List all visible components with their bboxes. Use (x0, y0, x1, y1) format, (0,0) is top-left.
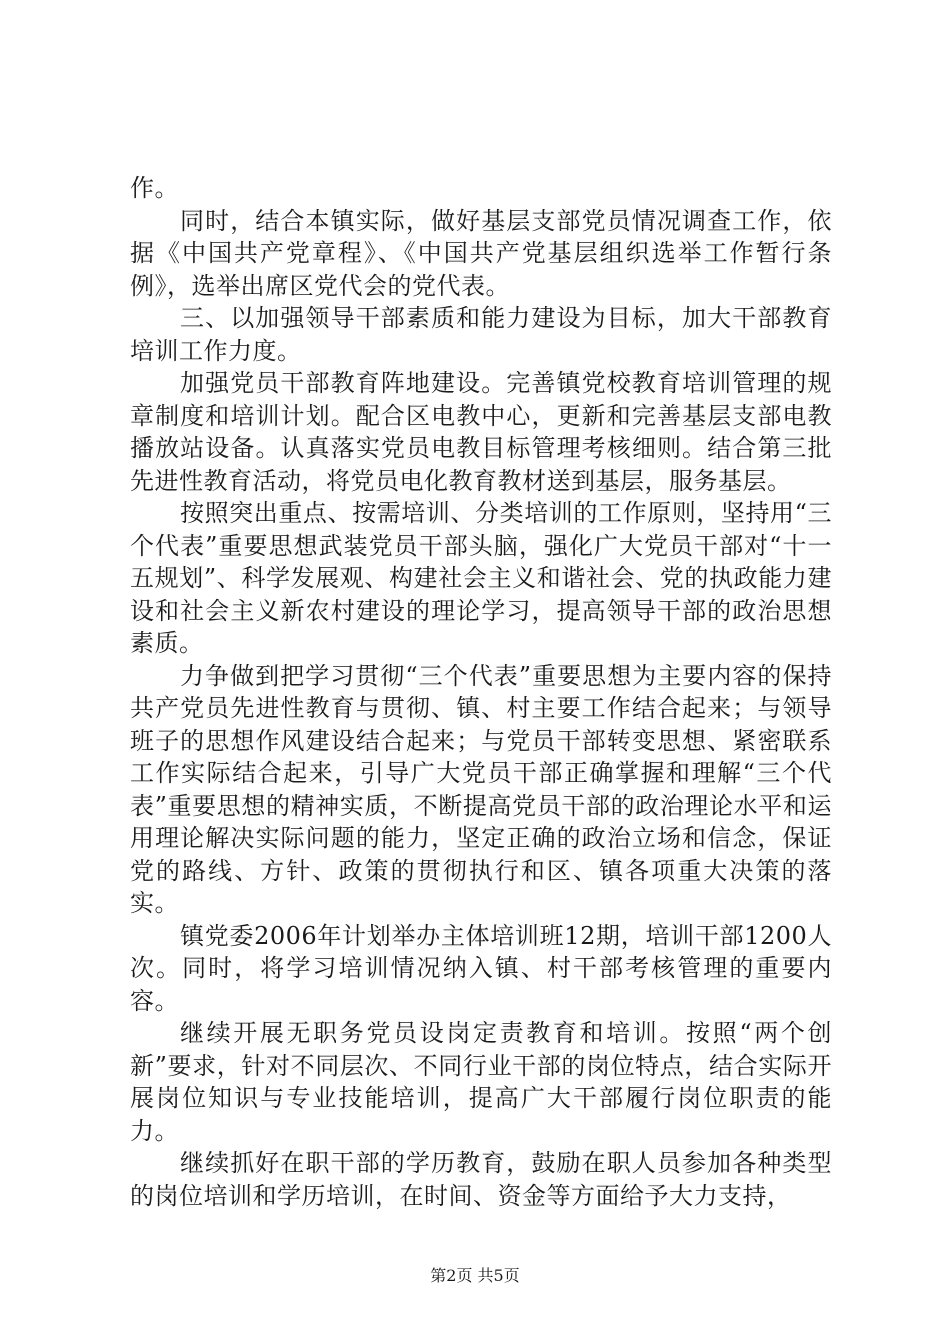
paragraph-7: 继续开展无职务党员设岗定责教育和培训。按照“两个创新”要求，针对不同层次、不同行业干部的岗位特点，结合实际开展岗位知识与专业技能培训，提高广大干部履行岗位职责的能力。 (130, 1019, 832, 1145)
paragraph-2: 三、以加强领导干部素质和能力建设为目标，加大干部教育培训工作力度。 (130, 304, 832, 365)
paragraph-1: 同时，结合本镇实际，做好基层支部党员情况调查工作，依据《中国共产党章程》、《中国共产党基层组织选举工作暂行条例》，选举出席区党代会的党代表。 (130, 206, 832, 300)
paragraph-4: 按照突出重点、按需培训、分类培训的工作原则，坚持用“三个代表”重要思想武装党员干部头脑，强化广大党员干部对“十一五规划”、科学发展观、构建社会主义和谐社会、党的执政能力建设和社会主义新农村建设的理论学习，提高领导干部的政治思想素质。 (130, 499, 832, 657)
paragraph-3: 加强党员干部教育阵地建设。完善镇党校教育培训管理的规章制度和培训计划。配合区电教中心，更新和完善基层支部电教播放站设备。认真落实党员电教目标管理考核细则。结合第三批先进性教育活动，将党员电化教育教材送到基层，服务基层。 (130, 369, 832, 495)
page-footer (0, 1266, 950, 1286)
paragraph-0: 作。 (130, 174, 179, 202)
page-number-label: 第2页 共5页 (430, 1266, 520, 1285)
paragraph-8: 继续抓好在职干部的学历教育，鼓励在职人员参加各种类型的岗位培训和学历培训，在时间、资金等方面给予大力支持， (130, 1149, 832, 1210)
paragraph-5: 力争做到把学习贯彻“三个代表”重要思想为主要内容的保持共产党员先进性教育与贯彻、镇、村主要工作结合起来；与领导班子的思想作风建设结合起来；与党员干部转变思想、紧密联系工作实际结合起来，引导广大党员干部正确掌握和理解“三个代表”重要思想的精神实质，不断提高党员干部的政治理论水平和运用理论解决实际问题的能力，坚定正确的政治立场和信念，保证党的路线、方针、政策的贯彻执行和区、镇各项重大决策的落实。 (130, 661, 832, 917)
document-body (130, 172, 832, 1212)
paragraph-6: 镇党委2006年计划举办主体培训班12期，培训干部1200人次。同时，将学习培训情况纳入镇、村干部考核管理的重要内容。 (130, 921, 832, 1015)
